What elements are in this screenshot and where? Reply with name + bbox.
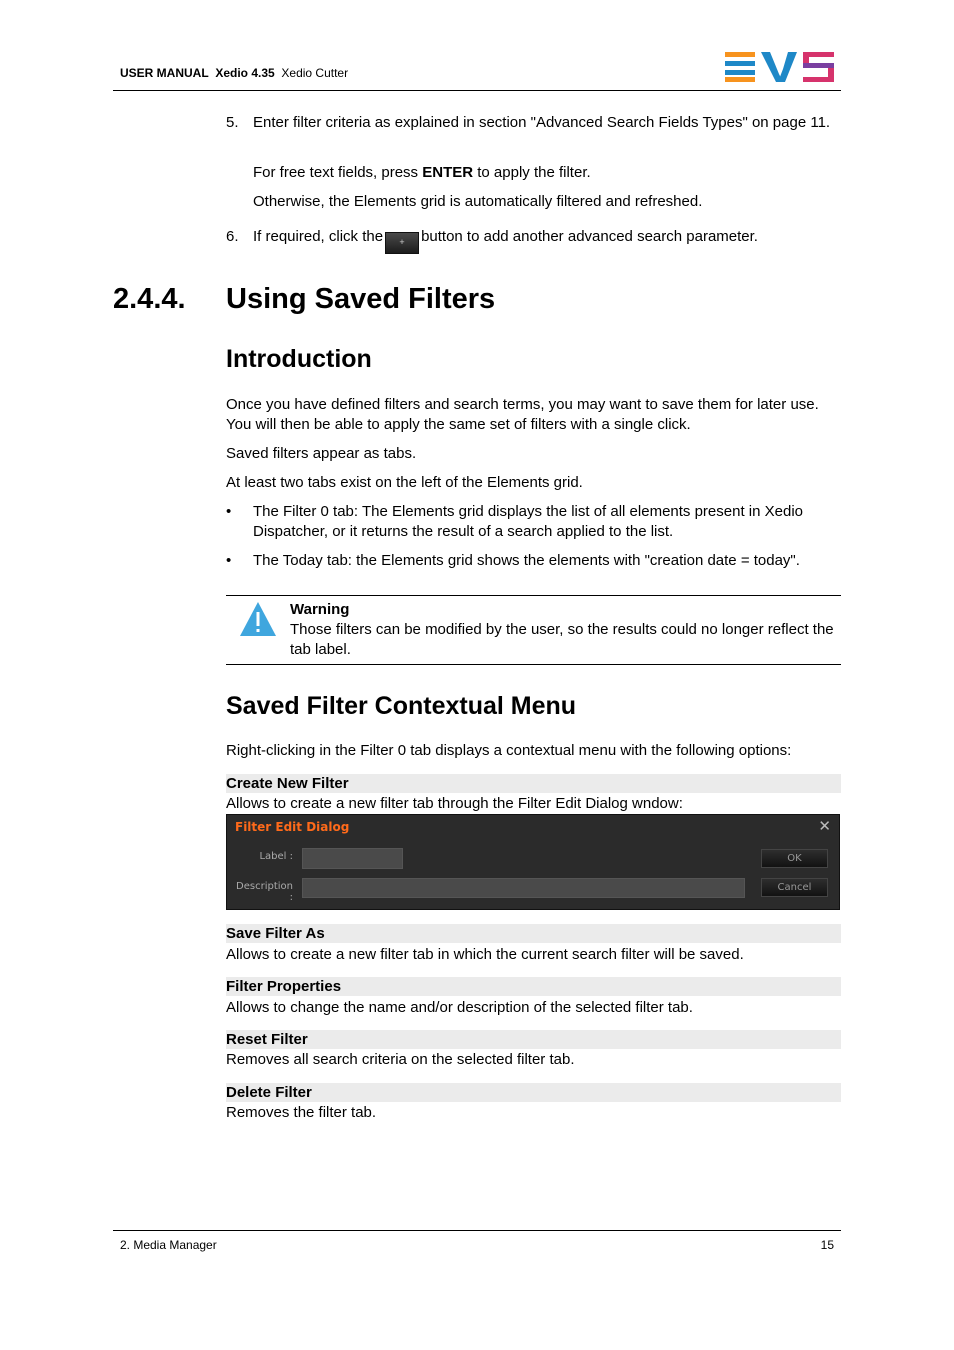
description-caption: Description : [236, 881, 293, 903]
section-title: Using Saved Filters [226, 283, 496, 315]
term-delete-filter: Delete Filter [226, 1083, 841, 1102]
step-5-otherwise: Otherwise, the Elements grid is automatically filtered and refreshed. [253, 193, 703, 210]
label-caption: Label : [259, 851, 293, 862]
dialog-title: Filter Edit Dialog [235, 820, 350, 834]
header-product: Xedio 4.35 [215, 66, 275, 80]
section-heading [113, 283, 495, 316]
desc-filter-properties: Allows to change the name and/or description of the selected filter tab. [226, 999, 693, 1016]
evs-logo [725, 52, 835, 82]
menu-heading: Saved Filter Contextual Menu [226, 692, 577, 720]
section-number: 2.4.4. [113, 283, 186, 315]
bullet-marker: • [226, 503, 232, 520]
desc-delete-filter: Removes the filter tab. [226, 1104, 377, 1121]
close-icon[interactable]: ✕ [818, 818, 831, 835]
header-module: Xedio Cutter [281, 66, 349, 80]
menu-intro: Right-clicking in the Filter 0 tab displays a contextual menu with the following options: [226, 742, 792, 759]
add-parameter-button: + [385, 232, 419, 254]
filter-edit-dialog [226, 814, 840, 910]
warning-box [226, 595, 841, 665]
step-6-text: If required, click the + button to add another advanced search parameter. [253, 227, 758, 254]
header-rule [113, 90, 841, 91]
footer-rule [113, 1230, 841, 1231]
warning-title: Warning [290, 601, 350, 618]
step-5-text: Enter filter criteria as explained in section "Advanced Search Fields Types" on page 11. [253, 114, 831, 131]
cancel-button[interactable]: Cancel [761, 878, 828, 897]
footer-chapter: 2. Media Manager [120, 1238, 217, 1252]
step-6-number: 6. [226, 228, 239, 245]
description-input[interactable] [302, 878, 745, 898]
header-manual: USER MANUAL [120, 66, 209, 80]
warning-icon [239, 600, 277, 638]
intro-para-3: At least two tabs exist on the left of the Elements grid. [226, 474, 583, 491]
warning-text: Those filters can be modified by the user, so the results could no longer reflect the tab label. [290, 621, 834, 658]
desc-save-filter-as: Allows to create a new filter tab in which the current search filter will be saved. [226, 946, 744, 963]
bullet-filter0: The Filter 0 tab: The Elements grid displays the list of all elements present in Xedio Dispatcher, or it returns the result of a search applied to the list. [253, 503, 803, 540]
bullet-today: The Today tab: the Elements grid shows the elements with "creation date = today". [253, 552, 800, 569]
ok-button[interactable]: OK [761, 849, 828, 868]
intro-heading: Introduction [226, 345, 372, 373]
term-reset-filter: Reset Filter [226, 1030, 841, 1049]
page-header [120, 66, 348, 80]
enter-key: ENTER [422, 164, 474, 181]
desc-reset-filter: Removes all search criteria on the selected filter tab. [226, 1051, 575, 1068]
step-5-number: 5. [226, 114, 239, 131]
page-number: 15 [820, 1238, 834, 1252]
step-5-free-text: For free text fields, press ENTER to apply the filter. [253, 164, 591, 181]
bullet-marker: • [226, 552, 232, 569]
term-create-new-filter: Create New Filter [226, 774, 841, 793]
intro-para-2: Saved filters appear as tabs. [226, 445, 417, 462]
term-save-filter-as: Save Filter As [226, 924, 841, 943]
desc-create-new-filter: Allows to create a new filter tab through the Filter Edit Dialog wndow: [226, 795, 683, 812]
intro-para-1: Once you have defined filters and search terms, you may want to save them for later use. You will then be able to apply the same set of filters with a single click. [226, 396, 819, 433]
label-input[interactable] [302, 848, 403, 869]
term-filter-properties: Filter Properties [226, 977, 841, 996]
